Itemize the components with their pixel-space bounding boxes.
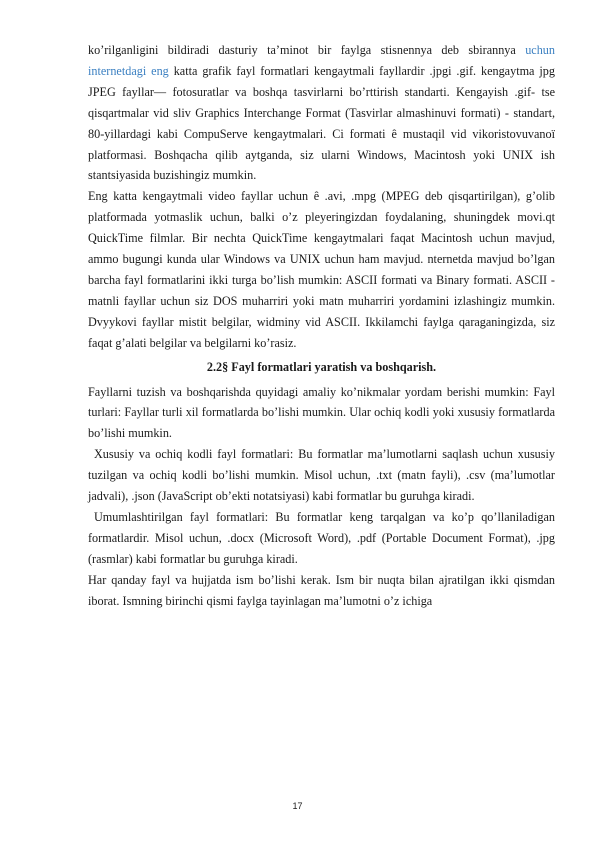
page-number: 17 [292, 801, 303, 811]
paragraph-file-naming: Har qanday fayl va hujjatda ism bo’lishi kerak. Ism bir nuqta bilan ajratilgan ikki qismdan iborat. Ismning birinchi qismi faylga tayinlagan ma’lumotni o’z ichiga [88, 572, 555, 608]
paragraph-proprietary-open-formats: Xususiy va ochiq kodli fayl formatlari: Bu formatlar ma’lumotlarni saqlash uchun xususiy tuzilgan va ochiq kodli bo’lishi mumkin. Misol uchun, .txt (matn fayli), .csv (ma’lumotlar jadvali), .json (JavaScript ob’ekti notatsiyasi) kabi formatlar bu guruhga kiradi. [88, 447, 555, 504]
paragraph-text: katta grafik fayl formatlari kengaytmali fayllardir .jpgi .gif. kengaytma jpg JPEG fayllar— fotosuratlar va boshqa tasvirlarni bo’rttirish standarti. Kengayish .gif- tse qisqartmalar vid sliv Graphics Interchange Format (Tasvirlar almashinuvi formati) - standart, 80-yillardagi kabi CompuServe kengaytmalari. Ci formati ê mustaqil vid vikoristovuvanoï platformasi. Boshqacha qilib aytganda, siz ularni Windows, Macintosh yoki UNIX ish stantsiyasida buzishingiz mumkin. [88, 63, 555, 183]
document-page [88, 40, 555, 611]
paragraph-text: ko’rilganligini bildiradi dasturiy ta’minot bir faylga stisnennya deb sbirannya [88, 43, 526, 57]
section-heading: 2.2§ Fayl formatlari yaratish va boshqarish. [206, 359, 437, 374]
paragraph-video-formats: Eng katta kengaytmali video fayllar uchun ê .avi, .mpg (MPEG deb qisqartirilgan), g’olib platformada yotmaslik uchun, balki o’z pleyeringizdan foydalaning, shuningdek movi.qt QuickTime filmlar. Bir nechta QuickTime kengaytmalari faqat Macintosh uchun mavjud, ammo bugungi kunda ular Windows va UNIX uchun ham mavjud. nternetda mavjud bo’lgan barcha fayl formatlarini ikki turga bo’lish mumkin: ASCII formati va Binary formati. ASCII - matnli fayllar uchun siz DOS muharriri yoki matn muharriri yordamini izlashingiz mumkin. Dvyykovi fayllar mistit belgilar, widminy vid ASCII. Ikkilamchi faylga qaraganingizda, siz faqat g’alati belgilar va belgilarni ko’rasiz. [88, 189, 555, 350]
paragraph-file-types: Fayllarni tuzish va boshqarishda quyidagi amaliy ko’nikmalar yordam berishi mumkin: Fayl turlari: Fayllar turli xil formatlarda bo’lishi mumkin. Ular ochiq kodli yoki xususiy formatlarda bo’lishi mumkin. [88, 384, 555, 441]
paragraph-file-formats-intro [88, 40, 555, 186]
paragraph-common-formats: Umumlashtirilgan fayl formatlari: Bu formatlar keng tarqalgan va ko’p qo’llaniladigan formatlardir. Misol uchun, .docx (Microsoft Word), .pdf (Portable Document Format), .jpg (rasmlar) kabi formatlar bu guruhga kiradi. [88, 509, 555, 566]
hyperlink-text[interactable]: uchun internetdagi eng [88, 43, 555, 78]
